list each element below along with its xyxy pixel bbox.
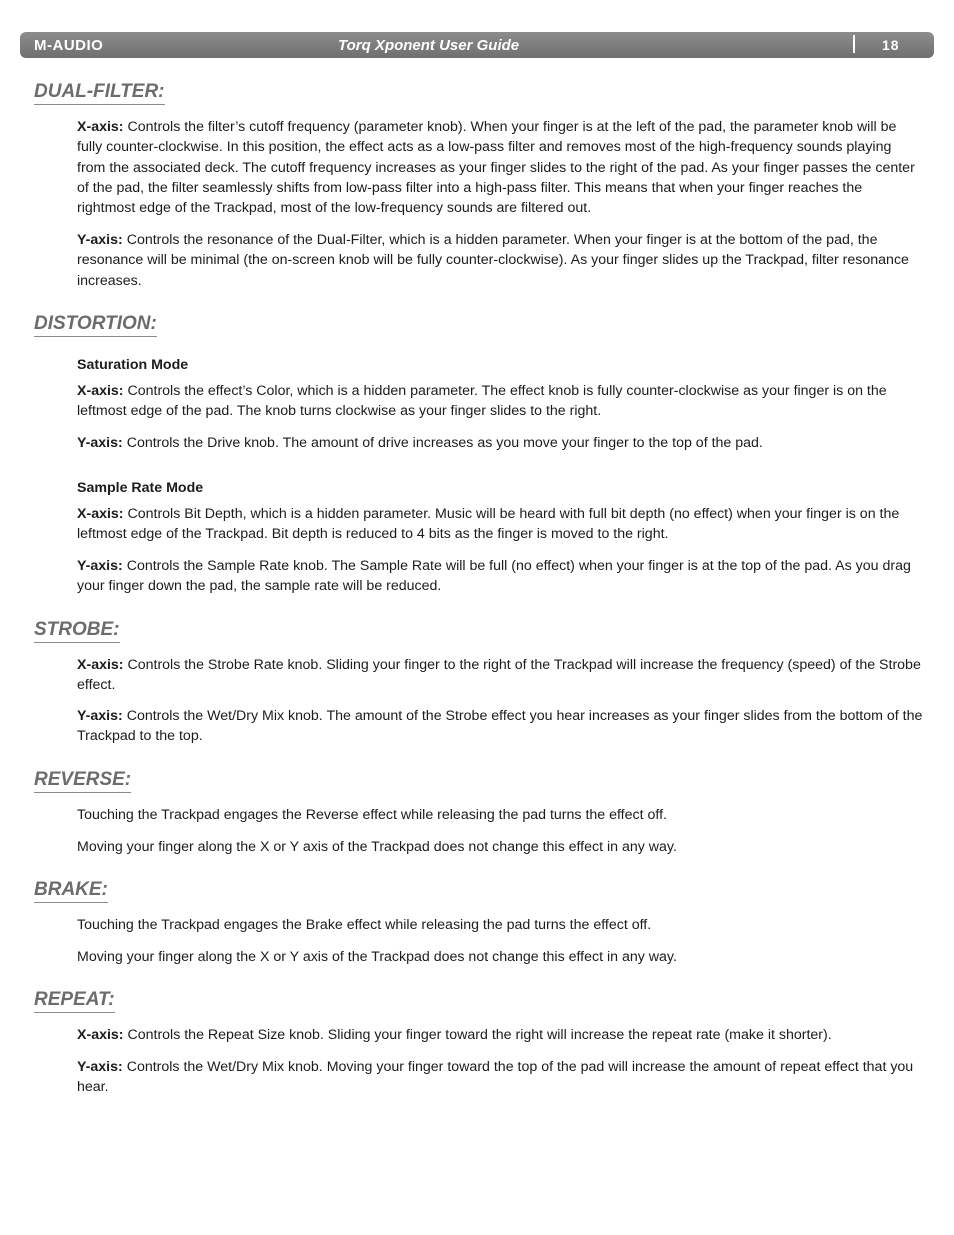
strobe-y-axis-paragraph	[77, 706, 923, 747]
sample-rate-y-axis-paragraph	[77, 556, 923, 597]
y-axis-label: Y-axis:	[77, 1059, 123, 1075]
sample-rate-x-axis-paragraph	[77, 504, 923, 545]
brake-paragraph-2: Moving your finger along the X or Y axis of the Trackpad does not change this effect in any way.	[77, 949, 677, 965]
y-axis-description: Controls the Drive knob. The amount of drive increases as you move your finger to the top of the pad.	[122, 435, 763, 451]
saturation-x-axis-paragraph	[77, 381, 923, 422]
brand-logo-text: M-AUDIO	[34, 37, 104, 54]
dual-filter-x-axis-paragraph	[77, 117, 923, 218]
x-axis-description: Controls the effect’s Color, which is a hidden parameter. The effect knob is fully counter-clockwise as your finger is on the leftmost edge of the pad. The knob turns clockwise as your finger slides to the right.	[77, 383, 887, 420]
x-axis-description: Controls Bit Depth, which is a hidden parameter. Music will be heard with full bit depth (no effect) when your finger is on the leftmost edge of the Trackpad. Bit depth is reduced to 4 bits as the finger is moved to the right.	[77, 506, 900, 543]
brake-heading: BRAKE:	[34, 879, 108, 903]
guide-title: Torq Xponent User Guide	[338, 37, 520, 54]
repeat-y-axis-paragraph	[77, 1057, 923, 1098]
y-axis-description: Controls the resonance of the Dual-Filter, which is a hidden parameter. When your finger is at the bottom of the pad, the resonance will be minimal (the on-screen knob will be fully counter-clockwise). As your finger slides up the Trackpad, filter resonance increases.	[77, 232, 909, 289]
y-axis-description: Controls the Sample Rate knob. The Sample Rate will be full (no effect) when your finger is at the top of the pad. As you drag your finger down the pad, the sample rate will be reduced.	[77, 558, 911, 595]
y-axis-label: Y-axis:	[77, 232, 123, 248]
saturation-y-axis-paragraph	[77, 433, 923, 453]
brake-paragraph-1: Touching the Trackpad engages the Brake effect while releasing the pad turns the effect off.	[77, 917, 652, 933]
x-axis-description: Controls the filter’s cutoff frequency (parameter knob). When your finger is at the left of the pad, the parameter knob will be fully counter-clockwise. In this position, the effect acts as a low-pass filter and removes most of the high-frequency sounds playing from the associated deck. The cutoff frequency increases as your finger slides to the right of the pad. As your finger passes the center of the pad, the filter seamlessly shifts from low-pass filter into a high-pass filter. This means that when your finger reaches the rightmost edge of the Trackpad, most of the low-frequency sounds are filtered out.	[77, 119, 915, 217]
dual-filter-heading: DUAL-FILTER:	[34, 81, 165, 105]
page-number: 18	[882, 37, 900, 53]
x-axis-description: Controls the Repeat Size knob. Sliding your finger toward the right will increase the repeat rate (make it shorter).	[123, 1027, 832, 1043]
strobe-x-axis-paragraph	[77, 655, 923, 696]
x-axis-label: X-axis:	[77, 506, 124, 522]
reverse-paragraph-2: Moving your finger along the X or Y axis of the Trackpad does not change this effect in any way.	[77, 839, 677, 855]
y-axis-description: Controls the Wet/Dry Mix knob. Moving your finger toward the top of the pad will increase the amount of repeat effect that you hear.	[77, 1059, 914, 1096]
y-axis-description: Controls the Wet/Dry Mix knob. The amount of the Strobe effect you hear increases as your finger slides from the bottom of the Trackpad to the top.	[77, 708, 923, 745]
y-axis-label: Y-axis:	[77, 435, 123, 451]
x-axis-label: X-axis:	[77, 657, 124, 673]
distortion-heading: DISTORTION:	[34, 313, 157, 337]
saturation-mode-subheading: Saturation Mode	[77, 357, 189, 373]
x-axis-label: X-axis:	[77, 1027, 124, 1043]
sample-rate-mode-subheading: Sample Rate Mode	[77, 480, 204, 496]
x-axis-label: X-axis:	[77, 383, 124, 399]
dual-filter-y-axis-paragraph	[77, 230, 923, 291]
repeat-x-axis-paragraph	[77, 1025, 923, 1045]
strobe-heading: STROBE:	[34, 619, 120, 643]
header-divider	[853, 35, 855, 53]
y-axis-label: Y-axis:	[77, 558, 123, 574]
repeat-heading: REPEAT:	[34, 989, 115, 1013]
x-axis-label: X-axis:	[77, 119, 124, 135]
reverse-heading: REVERSE:	[34, 769, 131, 793]
page-header-bar	[20, 32, 934, 58]
x-axis-description: Controls the Strobe Rate knob. Sliding your finger to the right of the Trackpad will increase the frequency (speed) of the Strobe effect.	[77, 657, 921, 694]
reverse-paragraph-1: Touching the Trackpad engages the Reverse effect while releasing the pad turns the effect off.	[77, 807, 667, 823]
y-axis-label: Y-axis:	[77, 708, 123, 724]
